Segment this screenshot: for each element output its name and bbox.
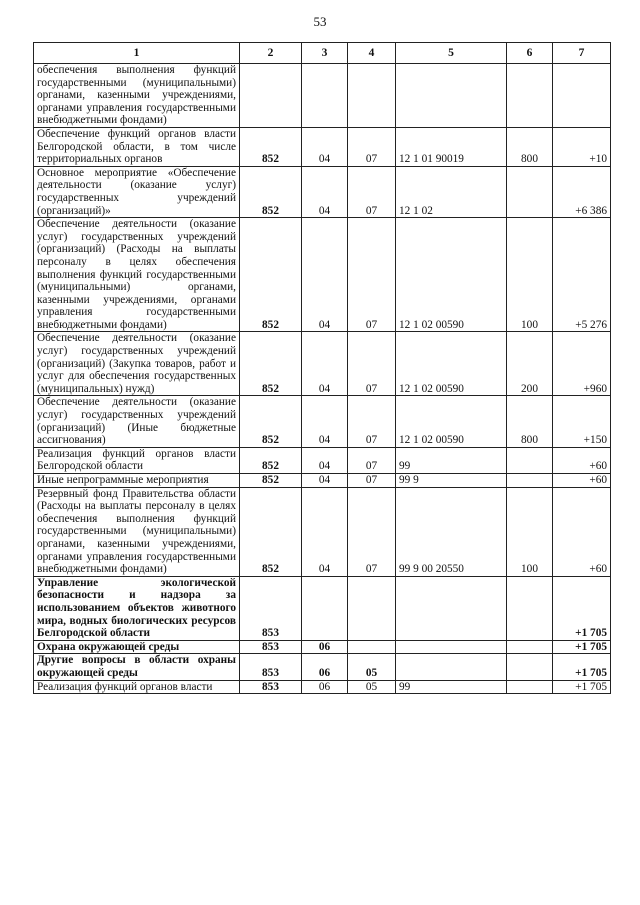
cell-type xyxy=(507,64,553,128)
cell-subsection: 05 xyxy=(348,680,396,694)
cell-section xyxy=(302,576,348,640)
cell-section: 04 xyxy=(302,166,348,217)
cell-section: 04 xyxy=(302,474,348,488)
cell-subsection: 07 xyxy=(348,218,396,332)
header-col-5: 5 xyxy=(396,43,507,64)
cell-admin xyxy=(240,64,302,128)
cell-target xyxy=(396,576,507,640)
row-name: Управление экологической безопасности и надзора за использованием объектов животного мира, водных биологических ресурсов Белгородской области xyxy=(34,576,240,640)
cell-target xyxy=(396,640,507,654)
cell-target: 99 xyxy=(396,680,507,694)
cell-admin: 852 xyxy=(240,447,302,473)
cell-section: 04 xyxy=(302,332,348,396)
table-row xyxy=(34,218,611,332)
cell-subsection: 07 xyxy=(348,487,396,576)
cell-section: 04 xyxy=(302,487,348,576)
table-row xyxy=(34,332,611,396)
cell-type: 100 xyxy=(507,487,553,576)
cell-amount: +60 xyxy=(553,474,611,488)
row-name: Обеспечение деятельности (оказание услуг) государственных учреждений (организаций) (Закупка товаров, работ и услуг для обеспечения государственных (муниципальных) нужд) xyxy=(34,332,240,396)
table-row-department xyxy=(34,576,611,640)
row-name: Реализация функций органов власти Белгородской области xyxy=(34,447,240,473)
cell-amount: +10 xyxy=(553,127,611,166)
cell-admin: 852 xyxy=(240,396,302,447)
cell-amount: +1 705 xyxy=(553,576,611,640)
cell-admin: 853 xyxy=(240,640,302,654)
cell-subsection: 05 xyxy=(348,654,396,680)
cell-admin: 852 xyxy=(240,218,302,332)
cell-amount: +5 276 xyxy=(553,218,611,332)
cell-admin: 852 xyxy=(240,166,302,217)
cell-amount: +1 705 xyxy=(553,680,611,694)
cell-type xyxy=(507,576,553,640)
cell-amount: +150 xyxy=(553,396,611,447)
cell-section: 06 xyxy=(302,640,348,654)
row-name: Обеспечение функций органов власти Белгородской области, в том числе территориальных органов xyxy=(34,127,240,166)
row-name: Другие вопросы в области охраны окружающей среды xyxy=(34,654,240,680)
page-number: 53 xyxy=(313,14,327,29)
cell-type xyxy=(507,680,553,694)
cell-section: 04 xyxy=(302,396,348,447)
cell-type: 100 xyxy=(507,218,553,332)
cell-subsection xyxy=(348,64,396,128)
cell-subsection xyxy=(348,576,396,640)
row-name: обеспечения выполнения функций государственными (муниципальными) органами, казенными учреждениями, органами управления государственными внебюджетными фондами) xyxy=(34,64,240,128)
cell-subsection: 07 xyxy=(348,396,396,447)
cell-target: 99 xyxy=(396,447,507,473)
cell-target: 12 1 01 90019 xyxy=(396,127,507,166)
header-col-6: 6 xyxy=(507,43,553,64)
cell-target: 12 1 02 00590 xyxy=(396,218,507,332)
cell-target: 99 9 00 20550 xyxy=(396,487,507,576)
cell-section: 06 xyxy=(302,680,348,694)
row-name: Реализация функций органов власти xyxy=(34,680,240,694)
row-name: Основное мероприятие «Обеспечение деятельности (оказание услуг) государственных учреждений (организаций)» xyxy=(34,166,240,217)
cell-type xyxy=(507,474,553,488)
cell-admin: 853 xyxy=(240,576,302,640)
table-row xyxy=(34,166,611,217)
cell-admin: 852 xyxy=(240,487,302,576)
cell-amount: +1 705 xyxy=(553,640,611,654)
table-header-row xyxy=(34,43,611,64)
header-col-1: 1 xyxy=(34,43,240,64)
cell-type xyxy=(507,447,553,473)
cell-type xyxy=(507,640,553,654)
cell-target xyxy=(396,654,507,680)
table-row xyxy=(34,487,611,576)
cell-subsection: 07 xyxy=(348,447,396,473)
header-col-4: 4 xyxy=(348,43,396,64)
cell-section: 06 xyxy=(302,654,348,680)
cell-type: 800 xyxy=(507,396,553,447)
cell-amount: +6 386 xyxy=(553,166,611,217)
cell-subsection: 07 xyxy=(348,332,396,396)
header-col-3: 3 xyxy=(302,43,348,64)
table-row-subsection xyxy=(34,654,611,680)
row-name: Обеспечение деятельности (оказание услуг) государственных учреждений (организаций) (Иные бюджетные ассигнования) xyxy=(34,396,240,447)
table-row xyxy=(34,64,611,128)
budget-table xyxy=(33,42,611,694)
cell-subsection: 07 xyxy=(348,474,396,488)
cell-admin: 853 xyxy=(240,654,302,680)
table-row-section xyxy=(34,640,611,654)
row-name: Обеспечение деятельности (оказание услуг) государственных учреждений (организаций) (Расходы на выплаты персоналу в целях обеспечения выполнения функций государственными (муниципальными) органами, казенными учреждениями, органами управления государственными внебюджетными фондами) xyxy=(34,218,240,332)
table-row xyxy=(34,127,611,166)
cell-admin: 852 xyxy=(240,127,302,166)
cell-subsection xyxy=(348,640,396,654)
cell-admin: 852 xyxy=(240,332,302,396)
header-col-2: 2 xyxy=(240,43,302,64)
cell-admin: 852 xyxy=(240,474,302,488)
cell-target: 12 1 02 00590 xyxy=(396,396,507,447)
row-name: Охрана окружающей среды xyxy=(34,640,240,654)
table-row xyxy=(34,396,611,447)
cell-subsection: 07 xyxy=(348,166,396,217)
cell-section: 04 xyxy=(302,127,348,166)
cell-section: 04 xyxy=(302,447,348,473)
table-row xyxy=(34,474,611,488)
cell-target xyxy=(396,64,507,128)
cell-target: 12 1 02 00590 xyxy=(396,332,507,396)
cell-type xyxy=(507,654,553,680)
cell-amount: +60 xyxy=(553,487,611,576)
cell-target: 99 9 xyxy=(396,474,507,488)
row-name: Иные непрограммные мероприятия xyxy=(34,474,240,488)
cell-amount: +1 705 xyxy=(553,654,611,680)
table-row xyxy=(34,680,611,694)
cell-amount: +60 xyxy=(553,447,611,473)
cell-amount xyxy=(553,64,611,128)
cell-type xyxy=(507,166,553,217)
cell-section xyxy=(302,64,348,128)
header-col-7: 7 xyxy=(553,43,611,64)
cell-type: 800 xyxy=(507,127,553,166)
cell-admin: 853 xyxy=(240,680,302,694)
cell-type: 200 xyxy=(507,332,553,396)
table-row xyxy=(34,447,611,473)
cell-section: 04 xyxy=(302,218,348,332)
cell-target: 12 1 02 xyxy=(396,166,507,217)
cell-amount: +960 xyxy=(553,332,611,396)
cell-subsection: 07 xyxy=(348,127,396,166)
row-name: Резервный фонд Правительства области (Расходы на выплаты персоналу в целях обеспечения выполнения функций государственными (муниципальными) органами, казенными учреждениями, органами управления государственными внебюджетными фондами) xyxy=(34,487,240,576)
